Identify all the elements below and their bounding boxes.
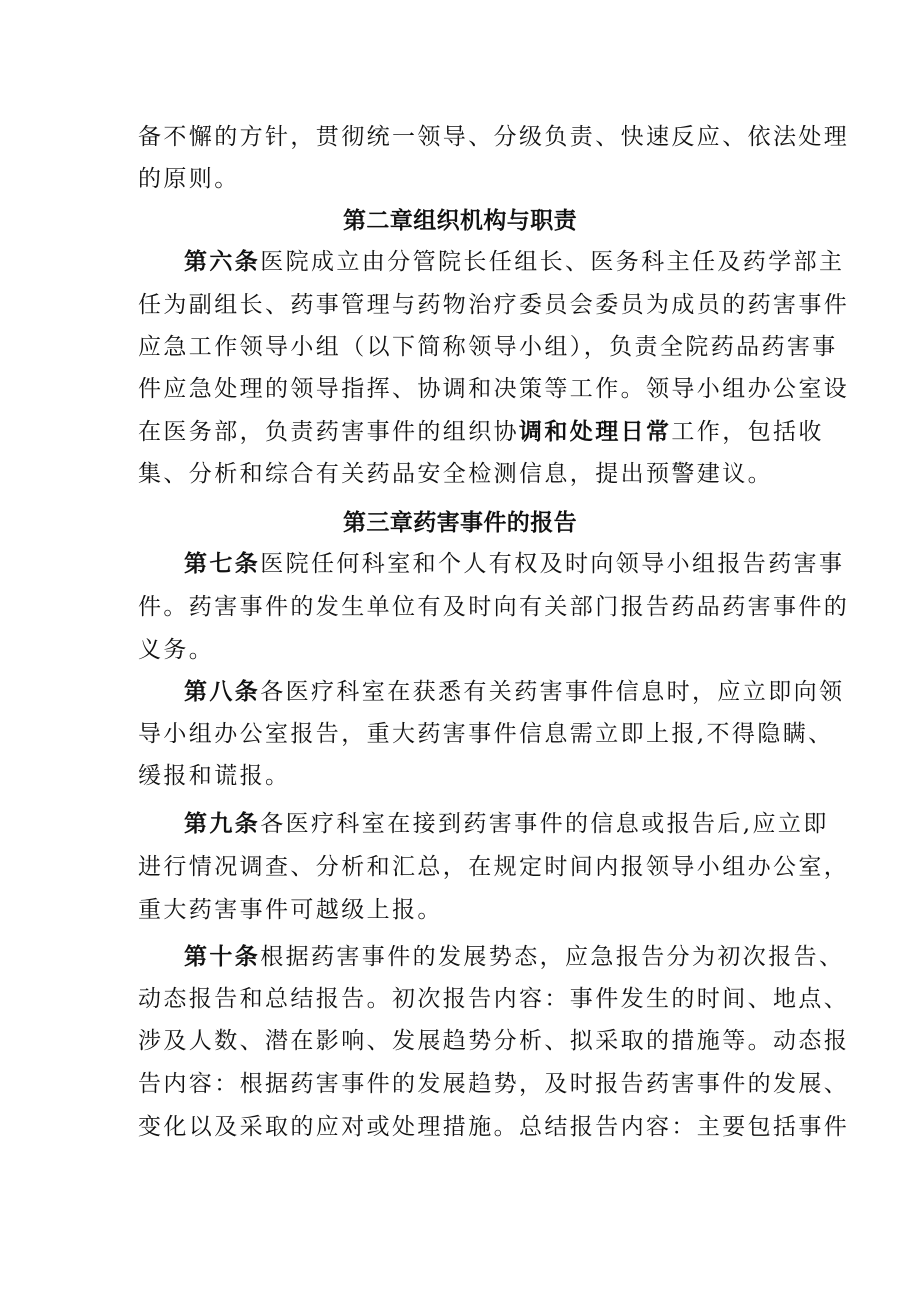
- article-8-line-1: [184, 674, 845, 710]
- intro-line-2: 的原则。: [138, 166, 240, 192]
- article-9-line-1: [184, 806, 829, 842]
- chapter-2-title: 第二章组织机构与职责: [343, 207, 577, 234]
- article-7-line-2: 件。药害事件的发生单位有及时向有关部门报告药品药害事件的: [138, 594, 850, 620]
- article-8-label: 第八条: [184, 678, 261, 705]
- article-7-label: 第七条: [184, 550, 261, 577]
- article-10-line-3: 涉及人数、潜在影响、发展趋势分析、拟采取的措施等。动态报: [138, 1028, 850, 1054]
- article-9-line-2: 进行情况调查、分析和汇总，在规定时间内报领导小组办公室，: [138, 854, 850, 880]
- article-9-label: 第九条: [184, 810, 261, 837]
- article-8-line-2: 导小组办公室报告，重大药害事件信息需立即上报,不得隐瞒、: [138, 721, 834, 747]
- article-6-text-1: 医院成立由分管院长任组长、医务科主任及药学部主: [260, 249, 845, 275]
- article-6-line-4: 件应急处理的领导指挥、协调和决策等工作。领导小组办公室设: [138, 376, 850, 402]
- article-6-line-2: 任为副组长、药事管理与药物治疗委员会委员为成员的药害事件: [138, 292, 850, 318]
- chapter-3-title: 第三章药害事件的报告: [343, 509, 577, 536]
- article-10-label: 第十条: [184, 943, 261, 970]
- article-6-label: 第六条: [184, 248, 261, 275]
- article-9-line-3: 重大药害事件可越级上报。: [138, 897, 443, 923]
- article-8-text-1: 各医疗科室在获悉有关药害事件信息时，应立即向领: [260, 679, 845, 705]
- article-7-line-1: [184, 546, 845, 582]
- article-6-line-3: 应急工作领导小组（以下简称领导小组），负责全院药品药害事: [138, 334, 838, 360]
- article-10-line-5: 变化以及采取的应对或处理措施。总结报告内容：主要包括事件: [138, 1114, 850, 1140]
- article-6-text-5a: 在医务部，负责药害事件的组织协: [138, 419, 519, 445]
- article-6-line-5: [138, 414, 824, 450]
- article-7-text-1: 医院任何科室和个人有权及时向领导小组报告药害事: [260, 551, 845, 577]
- article-10-text-1: 根据药害事件的发展势态，应急报告分为初次报告、: [260, 944, 845, 970]
- intro-line-1: 备不懈的方针，贯彻统一领导、分级负责、快速反应、依法处理: [138, 124, 850, 150]
- article-6-text-5b: 工作，包括收: [671, 419, 824, 445]
- article-6-bold-text: 调和处理日常: [519, 418, 672, 445]
- article-8-line-3: 缓报和谎报。: [138, 763, 291, 789]
- article-10-line-2: 动态报告和总结报告。初次报告内容：事件发生的时间、地点、: [138, 986, 850, 1012]
- article-10-line-1: [184, 939, 845, 975]
- article-6-line-1: [184, 244, 845, 280]
- article-7-line-3: 义务。: [138, 637, 215, 663]
- article-6-line-6: 集、分析和综合有关药品安全检测信息，提出预警建议。: [138, 461, 773, 487]
- article-9-text-1: 各医疗科室在接到药害事件的信息或报告后,应立即: [260, 811, 829, 837]
- article-10-line-4: 告内容：根据药害事件的发展趋势，及时报告药害事件的发展、: [138, 1071, 850, 1097]
